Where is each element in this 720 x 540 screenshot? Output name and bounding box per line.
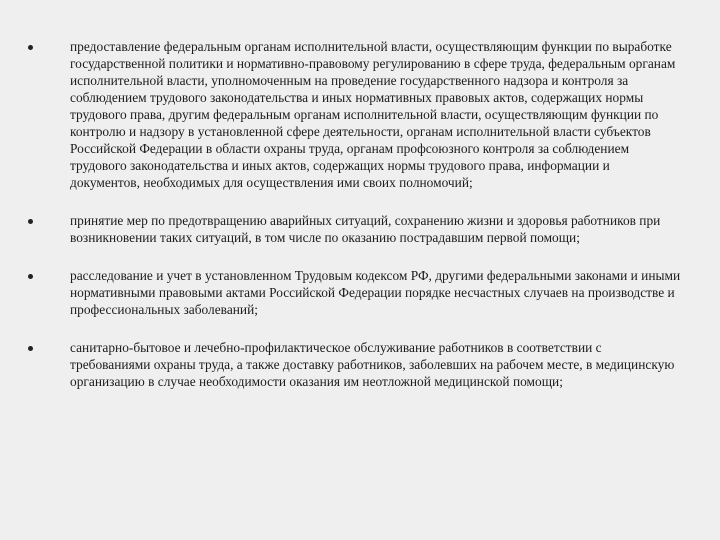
bullet-icon (28, 274, 33, 279)
list-item (0, 212, 720, 246)
list-item (0, 38, 720, 191)
bullet-icon (28, 45, 33, 50)
bullet-icon (28, 219, 33, 224)
list-item (0, 339, 720, 390)
list-item-text: предоставление федеральным органам исполнительной власти, осуществляющим функции по выработке государственной политики и нормативно-правовому регулированию в сфере труда, федеральным органам исполнительной власти, уполномоченным на проведение государственного надзора и контроля за соблюдением трудового законодательства и иных нормативных правовых актов, содержащих нормы трудового права, другим федеральным органам исполнительной власти, осуществляющим функции по контролю и надзору в установленной сфере деятельности, органам исполнительной власти субъектов Российской Федерации в области охраны труда, органам профсоюзного контроля за соблюдением трудового законодательства и иных актов, содержащих нормы трудового права, информации и документов, необходимых для осуществления ими своих полномочий; (70, 39, 676, 190)
bullet-list (0, 38, 720, 411)
list-item-text: санитарно-бытовое и лечебно-профилактическое обслуживание работников в соответствии с требованиями охраны труда, а также доставку работников, заболевших на рабочем месте, в медицинскую организацию в случае необходимости оказания им неотложной медицинской помощи; (70, 340, 675, 389)
list-item-text: принятие мер по предотвращению аварийных ситуаций, сохранению жизни и здоровья работников при возникновении таких ситуаций, в том числе по оказанию пострадавшим первой помощи; (70, 213, 661, 245)
list-item (0, 267, 720, 318)
bullet-icon (28, 346, 33, 351)
list-item-text: расследование и учет в установленном Трудовым кодексом РФ, другими федеральными законами и иными нормативными правовыми актами Российской Федерации порядке несчастных случаев на производстве и профессиональных заболеваний; (70, 268, 681, 317)
